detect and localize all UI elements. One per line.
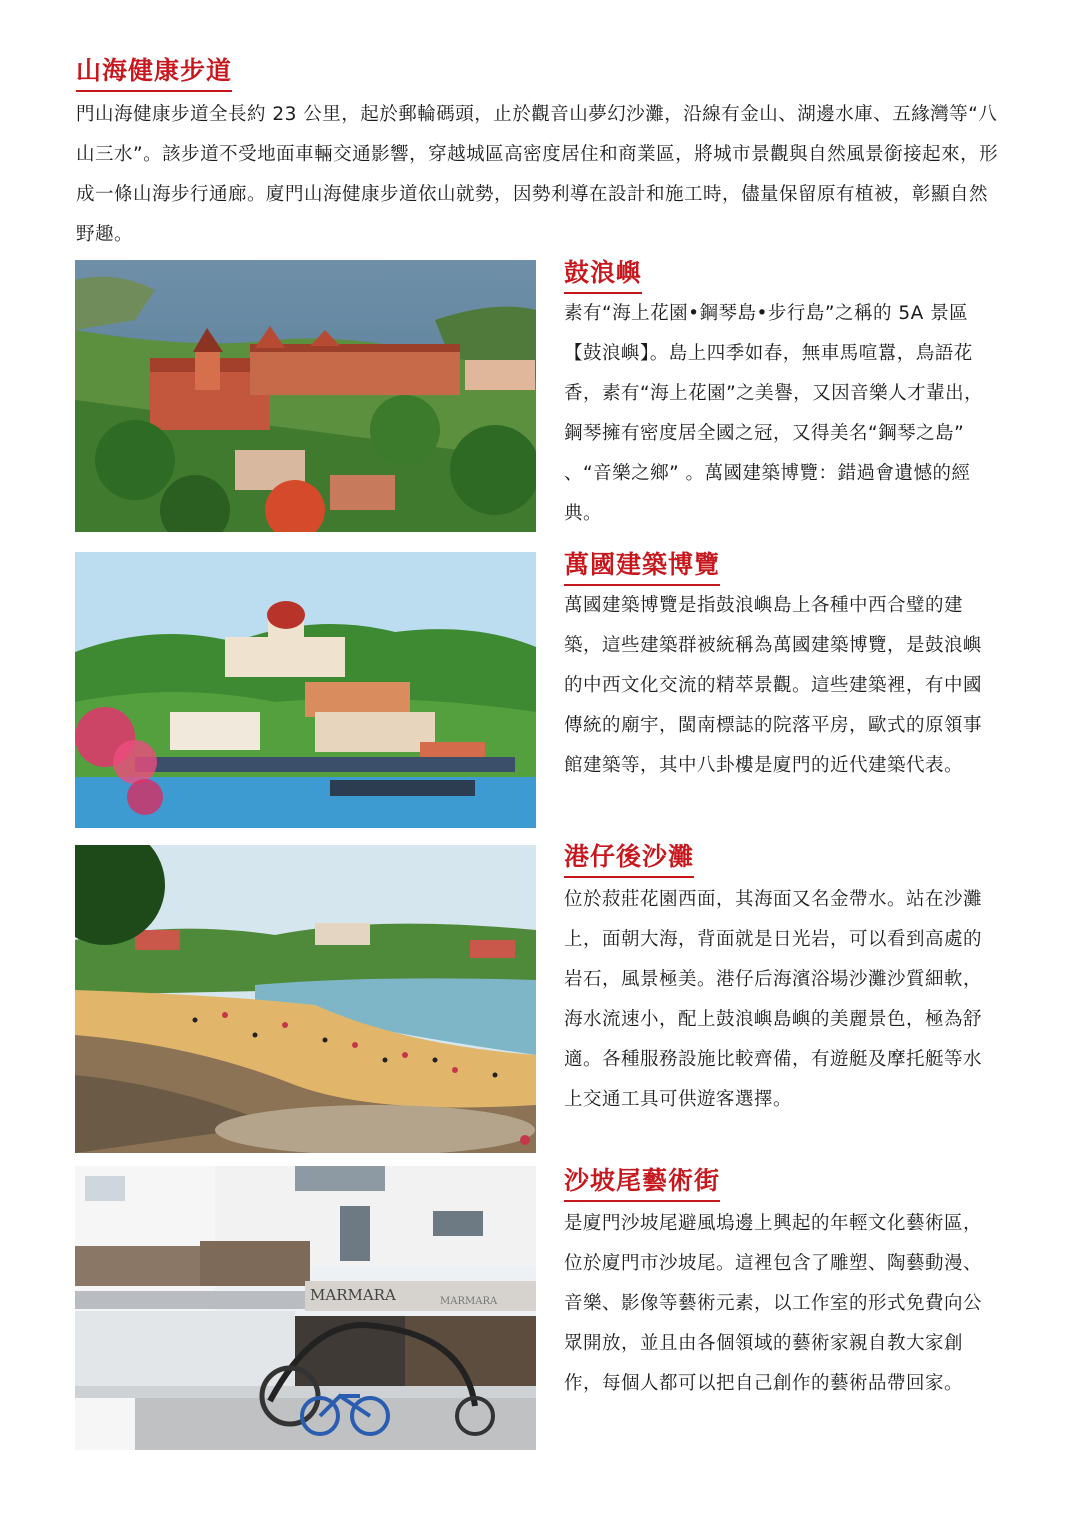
section-title-art-street: 沙坡尾藝術街 bbox=[564, 1164, 720, 1202]
section-text-trail: 門山海健康步道全長約 23 公里，起於郵輪碼頭，止於觀音山夢幻沙灘，沿線有金山、湖邊水庫、五緣灣等“八山三水”。該步道不受地面車輛交通影響，穿越城區高密度居住和商業區，將城市景觀與自然風景銜接起來，形成一條山海步行通廊。廈門山海健康步道依山就勢，因勢利導在設計和施工時，儘量保留原有植被，彰顯自然野趣。 bbox=[76, 104, 999, 245]
section-title-architecture: 萬國建築博覽 bbox=[564, 548, 720, 586]
section-text-gulangyu: 素有“海上花園•鋼琴島•步行島”之稱的 5A 景區【鼓浪嶼】。島上四季如春，無車馬喧囂，鳥語花香，素有“海上花園”之美譽，又因音樂人才輩出， 鋼琴擁有密度居全國之冠，又得美名“鋼琴之島” 、“音樂之鄉” 。萬國建築博覽：錯過會遺憾的經典。 bbox=[564, 303, 984, 524]
section-text-beach: 位於菽莊花園西面，其海面又名金帶水。站在沙灘上，面朝大海，背面就是日光岩，可以看到高處的岩石，風景極美。港仔后海濱浴場沙灘沙質細軟，海水流速小，配上鼓浪嶼島嶼的美麗景色，極為舒適。各種服務設施比較齊備，有遊艇及摩托艇等水上交通工具可供遊客選擇。 bbox=[564, 889, 983, 1110]
section-title-trail: 山海健康步道 bbox=[76, 54, 232, 92]
photo-gulangyu-island bbox=[75, 260, 536, 532]
section-title-gulangyu: 鼓浪嶼 bbox=[564, 256, 642, 294]
photo-architecture-waterfront bbox=[75, 552, 536, 828]
shop-sign-text: MARMARA bbox=[310, 1286, 396, 1304]
section-text-art-street: 是廈門沙坡尾避風塢邊上興起的年輕文化藝術區，位於廈門市沙坡尾。這裡包含了雕塑、陶藝動漫、音樂、影像等藝術元素，以工作室的形式免費向公眾開放，並且由各個領域的藝術家親自教大家創作，每個人都可以把自己創作的藝術品帶回家。 bbox=[564, 1213, 983, 1394]
section-title-beach: 港仔後沙灘 bbox=[564, 840, 694, 878]
photo-beach bbox=[75, 845, 536, 1153]
shop-sign-text-2: MARMARA bbox=[440, 1296, 498, 1307]
photo-art-street bbox=[75, 1166, 536, 1450]
section-text-architecture: 萬國建築博覽是指鼓浪嶼島上各種中西合璧的建築，這些建築群被統稱為萬國建築博覽，是鼓浪嶼的中西文化交流的精萃景觀。這些建築裡，有中國傳統的廟宇，閩南標誌的院落平房，歐式的原領事館建築等，其中八卦樓是廈門的近代建築代表。 bbox=[564, 595, 983, 776]
